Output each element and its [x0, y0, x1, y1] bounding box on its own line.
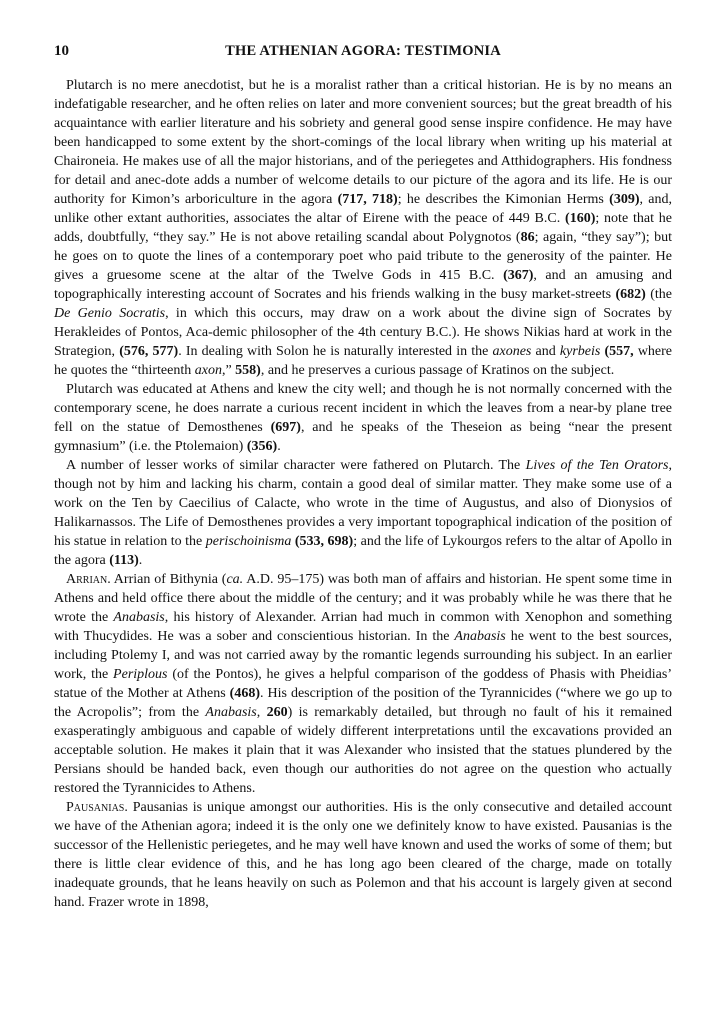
- catalogue-reference: (533, 698): [294, 534, 354, 549]
- text-run: Arrian of Bithynia (: [110, 572, 227, 587]
- italic-text: axones: [492, 344, 532, 359]
- text-run: (the: [645, 287, 672, 302]
- text-run: , and, unlike other extant authorities, associates the altar of Eirene with the peace of 449 B.C.: [54, 192, 672, 226]
- text-run: , though not by him and lacking his charm, contain a good deal of similar matter. They make some use of a work on the Ten by Caecilius of Calacte, who wrote in the time of Augustus, and also of Dionysios of Halikarnassos. The Life of Demosthenes provides a very important topographical indication of the position of his statue in relation to the: [54, 458, 673, 549]
- text-run: .: [138, 553, 143, 568]
- catalogue-reference: (160): [565, 211, 596, 226]
- page-header: [54, 43, 672, 63]
- text-run: ; and the life of Lykourgos refers to the altar of Apollo in the agora: [54, 534, 673, 568]
- text-run: , and he speaks of the Theseion as being “near the present gymnasium” (i.e. the Ptolemaion): [54, 420, 672, 454]
- italic-text: perischoinisma: [205, 534, 292, 549]
- text-run: and: [531, 344, 560, 359]
- text-run: he went to the best sources, including Ptolemy I, and was not carried away by the romantic legends surrounding his subject. In an earlier work, the: [54, 629, 672, 682]
- paragraph-pausanias: [54, 798, 672, 912]
- text-run: ) is remarkably detailed, but through no fault of his it remained exasperatingly ambiguous and capable of widely different interpretations until the excavations provided an acceptable solution. He makes it plain that it was Alexander who insisted that the statues plundered by the Persians should be handed back, even though our authorities do not agree on the question who actually restored the Tyrannicides to Athens.: [54, 705, 673, 796]
- text-run: A.D. 95–175) was both man of affairs and historian. He spent some time in Athens and held office there about the middle of the century; and it was probably while he was there that he wrote the: [54, 572, 673, 625]
- paragraph-lesser-works: [54, 456, 672, 570]
- italic-text: Lives of the Ten Orators: [525, 458, 669, 473]
- text-run: A number of lesser works of similar character were fathered on Plutarch. The: [66, 458, 526, 473]
- italic-text: kyrbeis: [559, 344, 601, 359]
- text-run: (of the Pontos), he gives a helpful comparison of the goddess of Phasis with Pheidias’ statue of the Mother at Athens: [54, 667, 672, 701]
- text-run: Plutarch is no mere anecdotist, but he is a moralist rather than a critical historian. He is by no means an indefatigable researcher, and he often relies on later and more convenient sources; but the great breadth of his acquaintance with earlier literature and his sobriety and general good sense inspire confidence. He may have been handicapped to some extent by the short-comings of the local library when writing up his material at Chaironeia. He makes use of all the major historians, and of the periegetes and Atthidographers. His fondness for detail and anec-dote adds a number of welcome details to our picture of the agora and its life. He is our authority for Kimon’s arboriculture in the agora: [54, 78, 672, 207]
- section-heading: Arrian.: [66, 572, 111, 587]
- text-run: where he quotes the “thirteenth: [54, 344, 673, 378]
- text-run: ,”: [221, 363, 236, 378]
- catalogue-reference: (717, 718): [337, 192, 398, 207]
- paragraph-plutarch-athens: [54, 380, 672, 456]
- page-number: 10: [54, 43, 69, 59]
- italic-text: Anabasis: [113, 610, 165, 625]
- section-heading: Pausanias.: [66, 800, 128, 815]
- italic-text: Anabasis: [205, 705, 257, 720]
- catalogue-reference: (367): [503, 268, 534, 283]
- text-run: ; again, “they say”); but he goes on to quote the lines of a contemporary poet who paid tribute to the generosity of the painter. He gives a gruesome scene at the altar of the Twelve Gods in 415 B.C.: [54, 230, 673, 283]
- body-text: [54, 76, 672, 912]
- text-run: Plutarch was educated at Athens and knew the city well; and though he is not normally concerned with the contemporary scene, he does narrate a curious recent incident in which the leaves from a near-by plane tree fell on the statue of Demosthenes: [54, 382, 672, 435]
- italic-text: Anabasis: [454, 629, 506, 644]
- catalogue-reference: (309): [609, 192, 640, 207]
- catalogue-reference: (356): [246, 439, 278, 454]
- catalogue-reference: 558): [235, 363, 261, 378]
- text-run: . In dealing with Solon he is naturally interested in the: [178, 344, 493, 359]
- text-run: ; note that he adds, doubtfully, “they say.” He is not above retailing scandal about Polygnotos (: [54, 211, 672, 245]
- italic-text: Periplous: [113, 667, 168, 682]
- catalogue-reference: (468): [229, 686, 260, 701]
- italic-text: ca.: [226, 572, 244, 587]
- text-run: , his history of Alexander. Arrian had much in common with Xenophon and something with Thucydides. He was a sober and conscientious historian. In the: [54, 610, 672, 644]
- catalogue-reference: (697): [270, 420, 301, 435]
- catalogue-reference: (557,: [604, 344, 634, 359]
- italic-text: axon: [194, 363, 222, 378]
- text-run: , in which this occurs, may draw on a work about the divine sign of Socrates by Herakleides of Pontos, Aca-demic philosopher of the 4th century B.C.). He shows Nikias hard at work in the Strategion,: [54, 306, 672, 359]
- text-run: , and he preserves a curious passage of Kratinos on the subject.: [260, 363, 615, 378]
- text-run: ,: [256, 705, 267, 720]
- text-run: .: [277, 439, 281, 454]
- paragraph-arrian: [54, 570, 672, 798]
- text-run: , and an amusing and topographically interesting account of Socrates and his friends walking in the busy market-streets: [54, 268, 672, 302]
- catalogue-reference: 260: [266, 705, 288, 720]
- catalogue-reference: (682): [615, 287, 646, 302]
- catalogue-reference: (576, 577): [119, 344, 179, 359]
- text-run: . His description of the position of the Tyrannicides (“where we go up to the Acropolis”; from the: [54, 686, 672, 720]
- catalogue-reference: (113): [109, 553, 139, 568]
- italic-text: De Genio Socratis: [54, 306, 166, 321]
- running-head: THE ATHENIAN AGORA: TESTIMONIA: [225, 43, 501, 59]
- paragraph-plutarch: [54, 76, 672, 380]
- text-run: ; he describes the Kimonian Herms: [397, 192, 610, 207]
- text-run: Pausanias is unique amongst our authorities. His is the only consecutive and detailed account we have of the Athenian agora; indeed it is the only one we definitely know to have existed. Pausanias is the successor of the Hellenistic periegetes, and he may well have known and used the works of some of them; but there is little clear evidence of this, and he has long ago been cleared of the charge, made on totally inadequate grounds, that he leans heavily on such as Polemon and that his account is largely given at second hand. Frazer wrote in 1898,: [54, 800, 672, 910]
- catalogue-reference: 86: [520, 230, 535, 245]
